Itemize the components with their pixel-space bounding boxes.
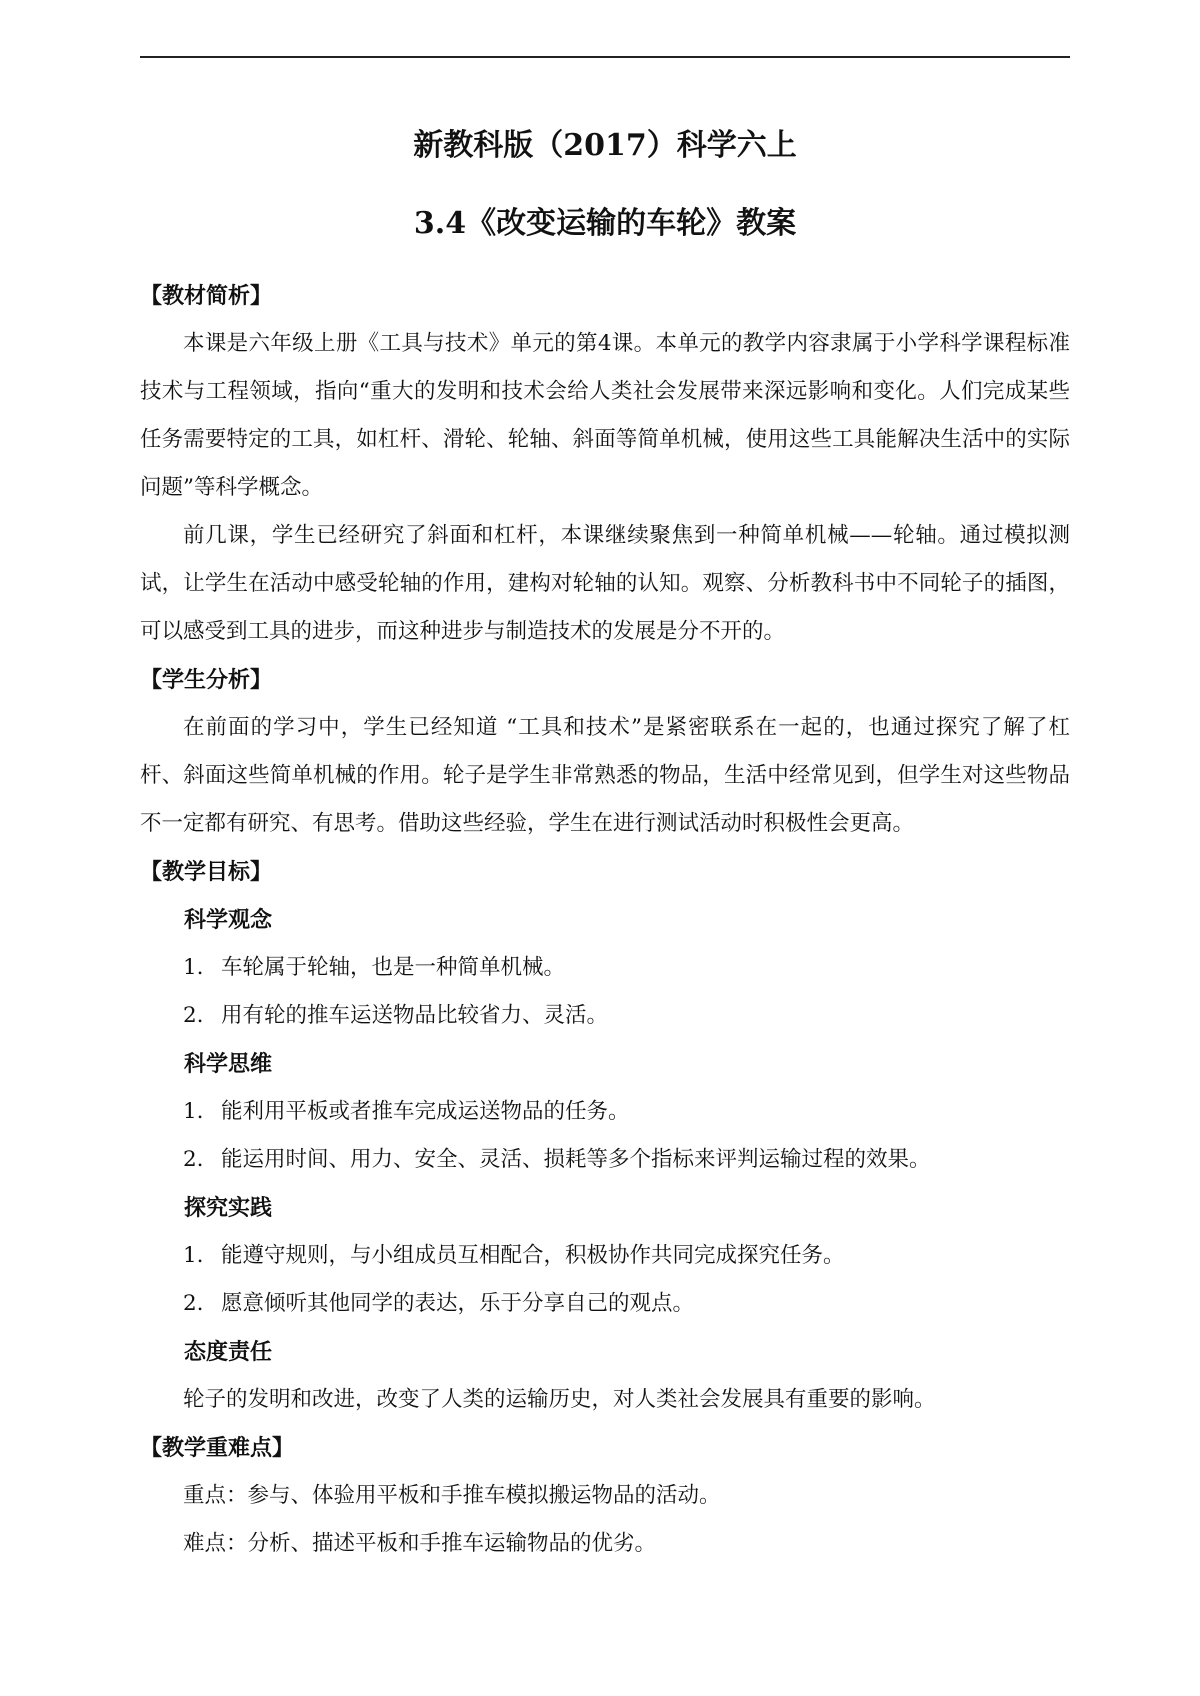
list-item: [140, 1232, 1070, 1280]
list-item-number: 2.: [183, 1147, 204, 1172]
subheading-attitude-responsibility: 态度责任: [184, 1339, 273, 1365]
list-item-number: 2.: [183, 1003, 204, 1028]
paragraph-student-analysis: 在前面的学习中，学生已经知道 “工具和技术”是紧密联系在一起的，也通过探究了解了杠杆、斜面这些简单机械的作用。轮子是学生非常熟悉的物品，生活中经常见到，但学生对这些物品不一定都有研究、有思考。借助这些经验，学生在进行测试活动时积极性会更高。: [140, 715, 1070, 836]
section-heading-student-analysis: 【学生分析】: [140, 667, 273, 693]
list-item: [140, 1088, 1070, 1136]
document-title: 新教科版（2017）科学六上: [413, 128, 797, 163]
header-rule: [140, 56, 1070, 58]
paragraph-textbook-analysis-2: 前几课，学生已经研究了斜面和杠杆，本课继续聚焦到一种简单机械——轮轴。通过模拟测试，让学生在活动中感受轮轴的作用，建构对轮轴的认知。观察、分析教科书中不同轮子的插图，可以感受到工具的进步，而这种进步与制造技术的发展是分不开的。: [140, 523, 1070, 644]
document-body: [140, 272, 1070, 1568]
subheading-inquiry-practice: 探究实践: [184, 1195, 273, 1221]
subheading-science-concepts: 科学观念: [184, 907, 273, 933]
paragraph-textbook-analysis-1: 本课是六年级上册《工具与技术》单元的第4课。本单元的教学内容隶属于小学科学课程标准技术与工程领域，指向“重大的发明和技术会给人类社会发展带来深远影响和变化。人们完成某些任务需要特定的工具，如杠杆、滑轮、轮轴、斜面等简单机械，使用这些工具能解决生活中的实际问题”等科学概念。: [140, 331, 1070, 500]
list-item-text: 用有轮的推车运送物品比较省力、灵活。: [221, 1003, 609, 1028]
section-heading-teaching-goals: 【教学目标】: [140, 859, 273, 885]
list-item-text: 能运用时间、用力、安全、灵活、损耗等多个指标来评判运输过程的效果。: [221, 1147, 931, 1172]
list-item: [140, 1136, 1070, 1184]
document-subtitle: 3.4《改变运输的车轮》教案: [413, 206, 797, 241]
section-heading-key-points: 【教学重难点】: [140, 1435, 295, 1461]
list-item-number: 1.: [183, 1243, 204, 1268]
section-heading-textbook-analysis: 【教材简析】: [140, 283, 273, 309]
list-item-number: 1.: [183, 1099, 204, 1124]
attitude-responsibility-text: 轮子的发明和改进，改变了人类的运输历史，对人类社会发展具有重要的影响。: [183, 1387, 936, 1412]
list-item: [140, 1280, 1070, 1328]
list-item-text: 能遵守规则，与小组成员互相配合，积极协作共同完成探究任务。: [221, 1243, 845, 1268]
list-item-number: 1.: [183, 955, 204, 980]
subheading-science-thinking: 科学思维: [184, 1051, 273, 1077]
list-item: [140, 992, 1070, 1040]
key-point-text: 重点：参与、体验用平板和手推车模拟搬运物品的活动。: [183, 1483, 721, 1508]
list-item-text: 车轮属于轮轴，也是一种简单机械。: [221, 955, 566, 980]
list-item-number: 2.: [183, 1291, 204, 1316]
list-item-text: 愿意倾听其他同学的表达，乐于分享自己的观点。: [221, 1291, 695, 1316]
list-item-text: 能利用平板或者推车完成运送物品的任务。: [221, 1099, 630, 1124]
difficult-point-text: 难点：分析、描述平板和手推车运输物品的优劣。: [183, 1531, 657, 1556]
list-item: [140, 944, 1070, 992]
